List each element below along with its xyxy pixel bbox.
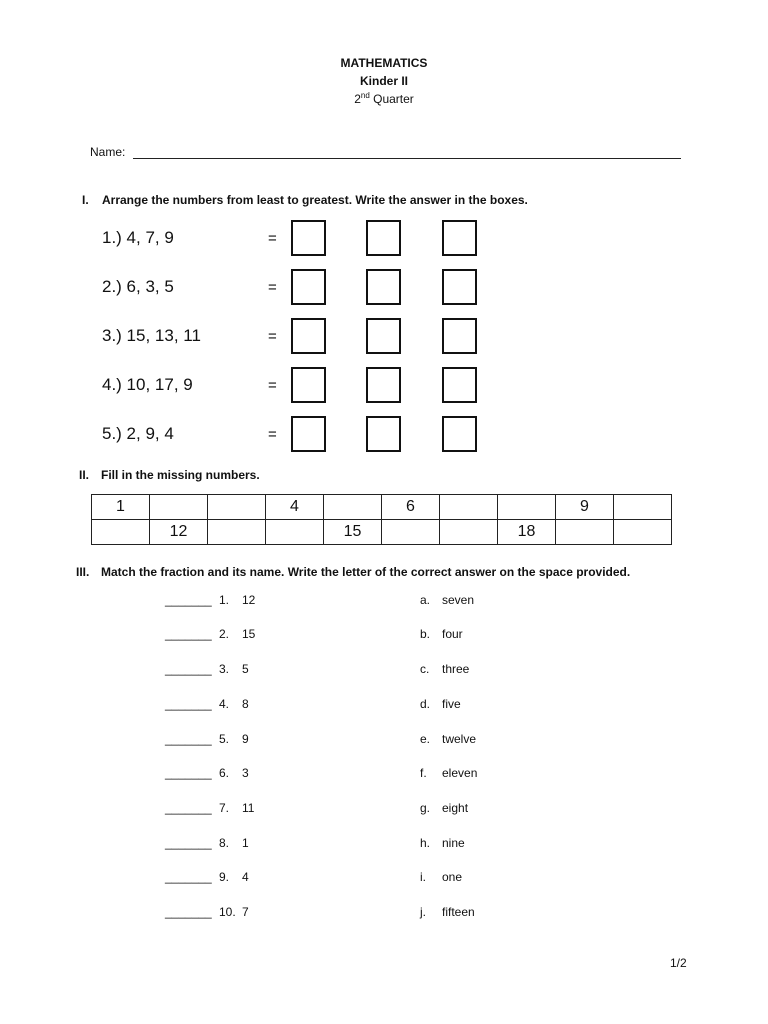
arrange-item-2: [0, 269, 768, 309]
name-field[interactable]: [133, 144, 681, 159]
item-number: 4.: [219, 697, 230, 711]
equals-sign: =: [268, 230, 277, 247]
number-cell[interactable]: [92, 520, 150, 545]
item-number: 7.: [219, 801, 230, 815]
item-value: 9: [242, 732, 249, 746]
arrange-item-5: [0, 416, 768, 456]
number-cell[interactable]: [440, 520, 498, 545]
choice-word: seven: [442, 593, 475, 607]
answer-box[interactable]: [366, 220, 401, 256]
choice-letter: a.: [420, 593, 431, 607]
item-number: 6.: [219, 766, 230, 780]
section-1-number: I.: [82, 193, 89, 207]
number-cell[interactable]: 12: [150, 520, 208, 545]
arrange-item-label: 3.) 15, 13, 11: [102, 326, 201, 345]
equals-sign: =: [268, 377, 277, 394]
number-cell[interactable]: [614, 495, 672, 520]
choice-word: nine: [442, 836, 465, 850]
item-value: 4: [242, 870, 249, 884]
item-number: 10.: [219, 905, 236, 919]
number-cell[interactable]: [382, 520, 440, 545]
item-number: 8.: [219, 836, 230, 850]
item-value: 1: [242, 836, 249, 850]
arrange-item-4: [0, 367, 768, 407]
number-cell[interactable]: [440, 495, 498, 520]
answer-blank[interactable]: _______: [165, 905, 212, 919]
answer-box[interactable]: [366, 367, 401, 403]
choice-word: eight: [442, 801, 469, 815]
section-2-instructions: Fill in the missing numbers.: [101, 468, 260, 482]
number-cell[interactable]: 6: [382, 495, 440, 520]
section-2-number: II.: [79, 468, 90, 482]
choice-word: fifteen: [442, 905, 475, 919]
number-cell[interactable]: 15: [324, 520, 382, 545]
answer-box[interactable]: [442, 318, 477, 354]
choice-letter: j.: [420, 905, 426, 919]
number-cell[interactable]: 18: [498, 520, 556, 545]
choice-letter: h.: [420, 836, 431, 850]
match-row: [0, 732, 768, 750]
answer-blank[interactable]: _______: [165, 836, 212, 850]
number-cell[interactable]: 4: [266, 495, 324, 520]
item-value: 5: [242, 662, 249, 676]
match-row: [0, 697, 768, 715]
answer-box[interactable]: [291, 416, 326, 452]
number-cell[interactable]: 9: [556, 495, 614, 520]
answer-box[interactable]: [366, 416, 401, 452]
item-value: 12: [242, 593, 256, 607]
equals-sign: =: [268, 328, 277, 345]
equals-sign: =: [268, 426, 277, 443]
number-cell[interactable]: [266, 520, 324, 545]
answer-box[interactable]: [366, 318, 401, 354]
number-cell[interactable]: [498, 495, 556, 520]
arrange-item-label: 4.) 10, 17, 9: [102, 375, 193, 394]
name-label: Name:: [90, 145, 126, 159]
answer-box[interactable]: [291, 220, 326, 256]
number-cell[interactable]: [614, 520, 672, 545]
match-row: [0, 662, 768, 680]
table-row: [92, 495, 672, 520]
match-row: [0, 905, 768, 923]
item-value: 8: [242, 697, 249, 711]
answer-blank[interactable]: _______: [165, 766, 212, 780]
section-3-instructions: Match the fraction and its name. Write the letter of the correct answer on the space provided.: [101, 565, 631, 579]
arrange-item-1: [0, 220, 768, 260]
arrange-item-label: 2.) 6, 3, 5: [102, 277, 174, 296]
quarter-word: Quarter: [373, 92, 414, 106]
answer-blank[interactable]: _______: [165, 662, 212, 676]
section-2-title: [79, 468, 260, 482]
item-number: 9.: [219, 870, 230, 884]
choice-letter: g.: [420, 801, 431, 815]
choice-letter: c.: [420, 662, 430, 676]
table-row: [92, 520, 672, 545]
choice-letter: e.: [420, 732, 431, 746]
choice-word: five: [442, 697, 461, 711]
arrange-item-label: 1.) 4, 7, 9: [102, 228, 174, 247]
number-cell[interactable]: 1: [92, 495, 150, 520]
subject-title: MATHEMATICS: [340, 56, 428, 70]
choice-word: one: [442, 870, 463, 884]
item-value: 15: [242, 627, 256, 641]
item-number: 1.: [219, 593, 230, 607]
item-value: 7: [242, 905, 249, 919]
number-cell[interactable]: [556, 520, 614, 545]
item-value: 11: [242, 801, 255, 815]
section-1-instructions: Arrange the numbers from least to greatest. Write the answer in the boxes.: [102, 193, 528, 207]
item-number: 3.: [219, 662, 230, 676]
number-cell[interactable]: [324, 495, 382, 520]
item-value: 3: [242, 766, 249, 780]
answer-box[interactable]: [442, 220, 477, 256]
choice-word: four: [442, 627, 463, 641]
item-number: 5.: [219, 732, 230, 746]
answer-box[interactable]: [291, 269, 326, 305]
choice-word: three: [442, 662, 470, 676]
choice-letter: d.: [420, 697, 431, 711]
answer-box[interactable]: [366, 269, 401, 305]
name-row: [90, 144, 681, 159]
answer-box[interactable]: [291, 367, 326, 403]
match-row: [0, 870, 768, 888]
arrange-item-label: 5.) 2, 9, 4: [102, 424, 174, 443]
choice-letter: i.: [420, 870, 426, 884]
choice-letter: f.: [420, 766, 427, 780]
match-row: [0, 836, 768, 854]
match-row: [0, 593, 768, 611]
quarter-suffix: nd: [360, 91, 370, 100]
quarter-label: [0, 90, 768, 108]
match-row: [0, 627, 768, 645]
answer-blank[interactable]: _______: [165, 732, 212, 746]
section-3-title: [76, 565, 630, 579]
number-cell[interactable]: [150, 495, 208, 520]
choice-word: eleven: [442, 766, 478, 780]
answer-box[interactable]: [442, 269, 477, 305]
match-row: [0, 766, 768, 784]
page-number: 1/2: [670, 956, 687, 970]
answer-blank[interactable]: _______: [165, 870, 212, 884]
arrange-item-3: [0, 318, 768, 358]
answer-blank[interactable]: _______: [165, 697, 212, 711]
choice-letter: b.: [420, 627, 431, 641]
quarter-number: 2: [354, 92, 361, 106]
item-number: 2.: [219, 627, 230, 641]
section-1-title: [82, 193, 528, 207]
answer-box[interactable]: [442, 367, 477, 403]
equals-sign: =: [268, 279, 277, 296]
missing-numbers-table: [91, 494, 672, 545]
answer-blank[interactable]: _______: [165, 801, 212, 815]
match-row: [0, 801, 768, 819]
number-cell[interactable]: [208, 495, 266, 520]
answer-blank[interactable]: _______: [165, 593, 212, 607]
grade-level: Kinder II: [359, 74, 408, 88]
answer-box[interactable]: [442, 416, 477, 452]
section-3-number: III.: [76, 565, 90, 579]
answer-box[interactable]: [291, 318, 326, 354]
answer-blank[interactable]: _______: [165, 627, 212, 641]
choice-word: twelve: [442, 732, 477, 746]
number-cell[interactable]: [208, 520, 266, 545]
worksheet-header: [0, 54, 768, 108]
